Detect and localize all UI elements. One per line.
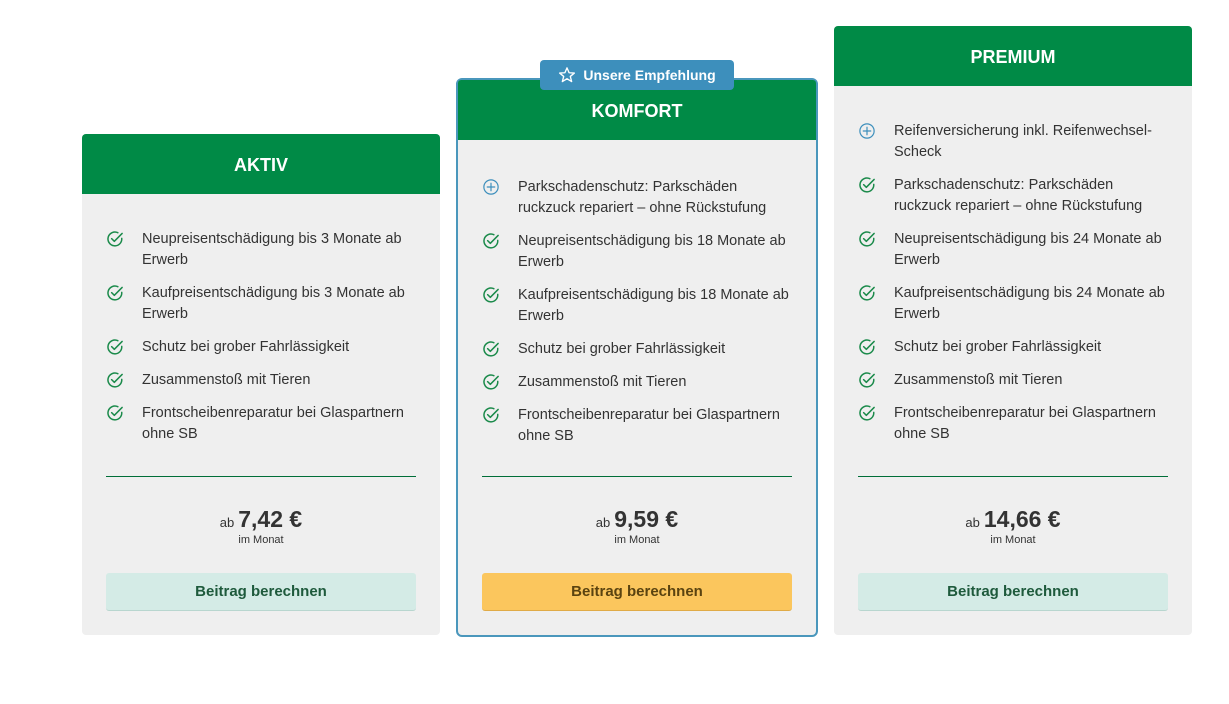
check-circle-icon bbox=[858, 404, 876, 422]
feature-text: Neupreisentschädigung bis 18 Monate ab Erwerb bbox=[518, 233, 786, 270]
check-circle-icon bbox=[482, 286, 500, 304]
feature-text: Kaufpreisentschädigung bis 24 Monate ab Erwerb bbox=[894, 285, 1165, 322]
feature-item bbox=[106, 370, 416, 391]
feature-text: Parkschadenschutz: Parkschäden ruckzuck repariert – ohne Rückstufung bbox=[894, 177, 1143, 214]
plus-circle-icon bbox=[858, 122, 876, 140]
feature-item bbox=[858, 229, 1168, 271]
feature-item bbox=[858, 370, 1168, 391]
feature-text: Schutz bei grober Fahrlässigkeit bbox=[142, 339, 350, 355]
feature-text: Parkschadenschutz: Parkschäden ruckzuck repariert – ohne Rückstufung bbox=[518, 179, 767, 216]
feature-text: Schutz bei grober Fahrlässigkeit bbox=[894, 339, 1102, 355]
check-circle-icon bbox=[106, 284, 124, 302]
feature-text: Frontscheibenreparatur bei Glaspartnern ohne SB bbox=[518, 407, 780, 444]
feature-item bbox=[482, 177, 792, 219]
price-prefix: ab bbox=[965, 515, 980, 530]
price-period: im Monat bbox=[614, 534, 660, 546]
feature-list bbox=[106, 229, 416, 457]
check-circle-icon bbox=[482, 232, 500, 250]
feature-text: Frontscheibenreparatur bei Glaspartnern ohne SB bbox=[142, 405, 404, 442]
plan-card-premium bbox=[834, 26, 1192, 635]
plan-title: AKTIV bbox=[82, 134, 440, 194]
feature-text: Reifenversicherung inkl. Reifenwechsel-Scheck bbox=[894, 123, 1152, 160]
feature-item bbox=[482, 405, 792, 447]
calculate-button[interactable]: Beitrag berechnen bbox=[482, 573, 792, 611]
feature-item bbox=[106, 403, 416, 445]
check-circle-icon bbox=[106, 404, 124, 422]
feature-text: Frontscheibenreparatur bei Glaspartnern ohne SB bbox=[894, 405, 1156, 442]
feature-item bbox=[858, 121, 1168, 163]
feature-text: Kaufpreisentschädigung bis 18 Monate ab Erwerb bbox=[518, 287, 789, 324]
feature-text: Schutz bei grober Fahrlässigkeit bbox=[518, 341, 726, 357]
feature-item bbox=[482, 372, 792, 393]
plus-circle-icon bbox=[482, 178, 500, 196]
plan-card-komfort bbox=[456, 67, 818, 637]
feature-text: Zusammenstoß mit Tieren bbox=[894, 372, 1063, 388]
check-circle-icon bbox=[106, 230, 124, 248]
feature-item bbox=[482, 231, 792, 273]
check-circle-icon bbox=[858, 371, 876, 389]
price-block bbox=[834, 506, 1192, 546]
check-circle-icon bbox=[858, 176, 876, 194]
price-prefix: ab bbox=[595, 515, 611, 530]
price-value: 7,42 € bbox=[238, 506, 303, 532]
divider bbox=[106, 476, 416, 477]
price-period: im Monat bbox=[238, 534, 284, 546]
check-circle-icon bbox=[858, 338, 876, 356]
check-circle-icon bbox=[858, 284, 876, 302]
plan-title: KOMFORT bbox=[458, 80, 816, 140]
feature-item bbox=[106, 229, 416, 271]
price-value: 9,59 € bbox=[614, 506, 679, 532]
check-circle-icon bbox=[482, 406, 500, 424]
recommendation-badge bbox=[540, 60, 734, 90]
feature-list bbox=[858, 121, 1168, 457]
divider bbox=[858, 476, 1168, 477]
feature-text: Neupreisentschädigung bis 24 Monate ab Erwerb bbox=[894, 231, 1162, 268]
feature-item bbox=[482, 285, 792, 327]
feature-item bbox=[858, 403, 1168, 445]
price-block bbox=[458, 506, 816, 546]
check-circle-icon bbox=[106, 371, 124, 389]
feature-item bbox=[858, 337, 1168, 358]
feature-item bbox=[106, 337, 416, 358]
plan-card-aktiv bbox=[82, 134, 440, 635]
feature-item bbox=[106, 283, 416, 325]
star-icon bbox=[558, 66, 576, 84]
feature-text: Kaufpreisentschädigung bis 3 Monate ab Erwerb bbox=[142, 285, 405, 322]
feature-item bbox=[858, 175, 1168, 217]
check-circle-icon bbox=[106, 338, 124, 356]
check-circle-icon bbox=[482, 340, 500, 358]
price-value: 14,66 € bbox=[983, 506, 1061, 532]
feature-text: Zusammenstoß mit Tieren bbox=[518, 374, 687, 390]
feature-text: Zusammenstoß mit Tieren bbox=[142, 372, 311, 388]
price-block bbox=[82, 506, 440, 546]
feature-item bbox=[482, 339, 792, 360]
feature-item bbox=[858, 283, 1168, 325]
feature-list bbox=[482, 177, 792, 459]
plan-title: PREMIUM bbox=[834, 26, 1192, 86]
check-circle-icon bbox=[858, 230, 876, 248]
calculate-button[interactable]: Beitrag berechnen bbox=[858, 573, 1168, 611]
feature-text: Neupreisentschädigung bis 3 Monate ab Erwerb bbox=[142, 231, 402, 268]
price-prefix: ab bbox=[219, 515, 235, 530]
check-circle-icon bbox=[482, 373, 500, 391]
price-period: im Monat bbox=[990, 534, 1036, 546]
divider bbox=[482, 476, 792, 477]
badge-label: Unsere Empfehlung bbox=[583, 67, 716, 83]
calculate-button[interactable]: Beitrag berechnen bbox=[106, 573, 416, 611]
